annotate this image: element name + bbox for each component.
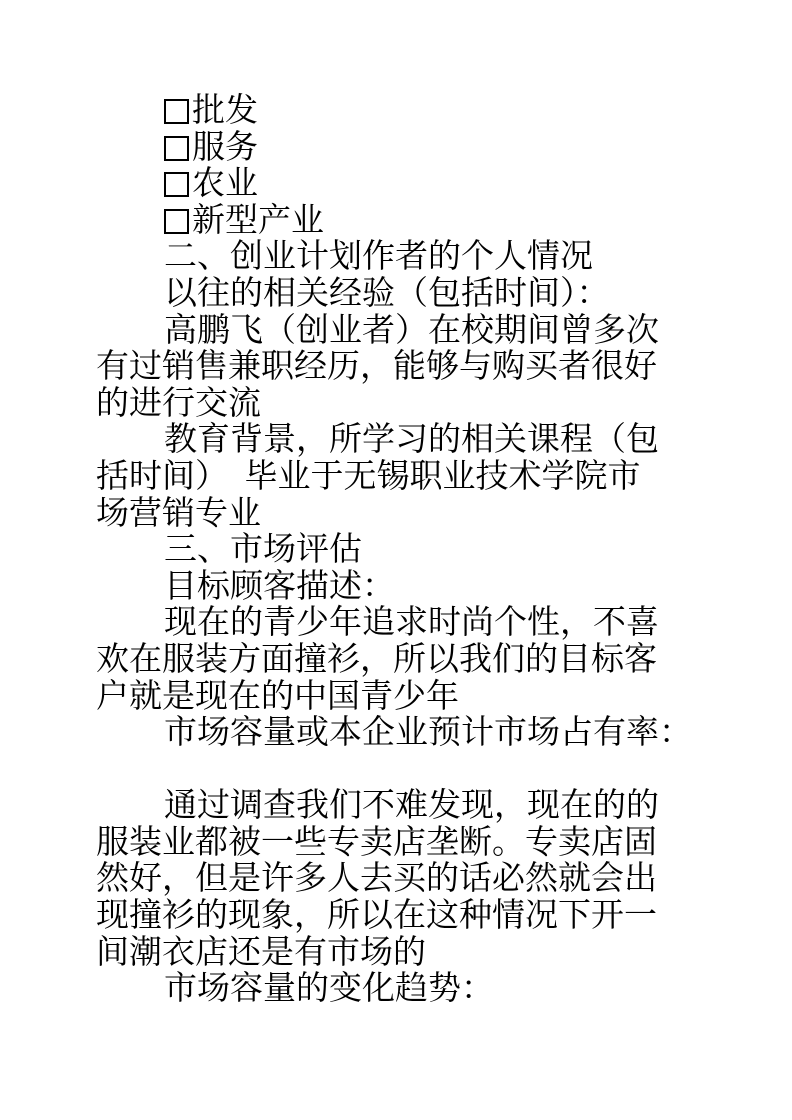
experience-paragraph-line: 的进行交流: [96, 382, 261, 422]
market-capacity-paragraph-line: 间潮衣店还是有市场的: [96, 931, 426, 971]
target-customer-paragraph-line: 现在的青少年追求时尚个性，不喜: [164, 602, 659, 642]
checkbox-label: 批发: [192, 90, 258, 129]
checkbox-label: 农业: [192, 163, 258, 203]
market-capacity-paragraph-line: 通过调查我们不难发现，现在的的: [164, 785, 659, 825]
section-2-heading: 二、创业计划作者的个人情况: [164, 236, 593, 276]
section-3-heading: 三、市场评估: [164, 529, 362, 569]
market-capacity-label: 市场容量或本企业预计市场占有率：: [164, 712, 692, 752]
checkbox-item-wholesale[interactable]: [96, 92, 696, 129]
market-trend-label: 市场容量的变化趋势：: [164, 968, 494, 1008]
checkbox-icon[interactable]: [164, 99, 189, 124]
checkbox-item-service[interactable]: [96, 126, 696, 166]
education-paragraph-line: 场营销专业: [96, 492, 261, 532]
market-capacity-paragraph-line: 现撞衫的现象，所以在这种情况下开一: [96, 895, 657, 935]
checkbox-icon[interactable]: [164, 172, 189, 197]
experience-label: 以往的相关经验（包括时间）：: [164, 272, 610, 312]
education-paragraph-line: 括时间） 毕业于无锡职业技术学院市: [96, 455, 641, 495]
checkbox-item-agriculture[interactable]: [96, 165, 696, 202]
checkbox-label: 服务: [192, 126, 258, 166]
checkbox-icon[interactable]: [164, 209, 189, 234]
experience-paragraph-line: 有过销售兼职经历，能够与购买者很好: [96, 346, 657, 386]
checkbox-label: 新型产业: [192, 199, 324, 239]
experience-paragraph-line: 高鹏飞（创业者）在校期间曾多次: [164, 309, 659, 349]
document-page: [96, 92, 696, 1007]
market-capacity-paragraph-line: 服装业都被一些专卖店垄断。专卖店固: [96, 821, 657, 861]
target-customer-paragraph-line: 户就是现在的中国青少年: [96, 675, 459, 715]
blank-line: [96, 751, 696, 788]
market-capacity-paragraph-line: 然好，但是许多人去买的话必然就会出: [96, 858, 657, 898]
target-customer-label: 目标顾客描述：: [164, 565, 395, 605]
education-paragraph-line: 教育背景，所学习的相关课程（包: [164, 419, 659, 459]
target-customer-paragraph-line: 欢在服装方面撞衫，所以我们的目标客: [96, 638, 657, 678]
checkbox-icon[interactable]: [164, 136, 189, 161]
checkbox-item-new-industry[interactable]: [96, 199, 696, 239]
